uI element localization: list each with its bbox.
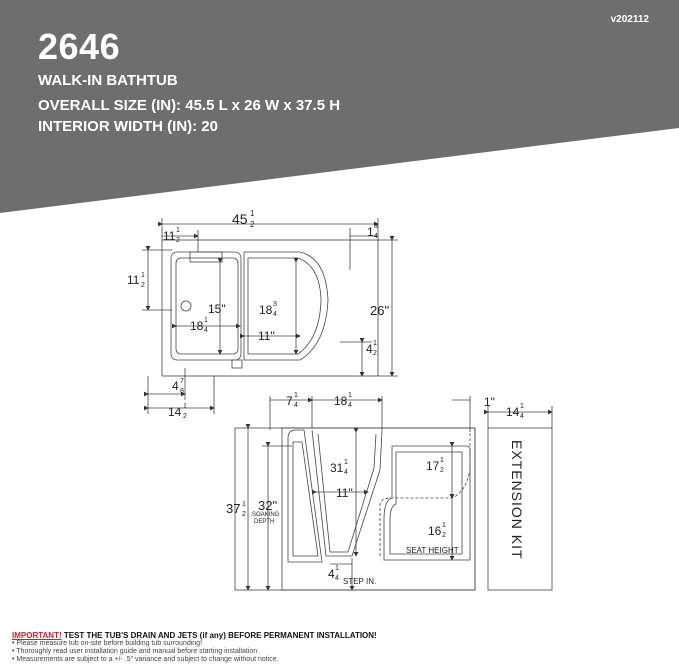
note-2: • Thoroughly read user installation guide and manual before starting installation. bbox=[12, 648, 260, 655]
svg-text:18: 18 bbox=[259, 303, 273, 317]
dim-inner-31 bbox=[330, 459, 348, 476]
note-1: • Please measure tub on-site before building tub surrounding! bbox=[12, 640, 203, 647]
svg-text:4: 4 bbox=[204, 327, 208, 334]
svg-text:4: 4 bbox=[344, 469, 348, 476]
svg-text:7: 7 bbox=[286, 394, 293, 408]
svg-text:1: 1 bbox=[373, 340, 377, 347]
dim-bottom-b bbox=[168, 403, 187, 420]
svg-text:31: 31 bbox=[330, 461, 344, 475]
svg-text:4: 4 bbox=[348, 402, 352, 409]
dim-bottom-a bbox=[172, 378, 184, 395]
svg-text:4: 4 bbox=[273, 311, 277, 318]
dim-extension-width bbox=[506, 403, 524, 420]
dim-side-height bbox=[127, 272, 145, 289]
svg-text:1: 1 bbox=[294, 392, 298, 399]
dim-overall-width: 26" bbox=[370, 303, 390, 318]
warning-text: TEST THE TUB'S DRAIN AND JETS (if any) BEFORE PERMANENT INSTALLATION! bbox=[61, 631, 377, 640]
svg-text:11: 11 bbox=[163, 229, 176, 243]
seat-height-label: SEAT HEIGHT bbox=[406, 546, 459, 555]
svg-text:1: 1 bbox=[204, 317, 208, 324]
svg-text:1: 1 bbox=[442, 522, 446, 529]
svg-text:18: 18 bbox=[190, 319, 204, 333]
svg-text:2: 2 bbox=[440, 467, 444, 474]
dim-step-in bbox=[328, 565, 339, 582]
dim-interior-18b bbox=[190, 317, 208, 334]
soaking-label: SOAKING bbox=[252, 512, 280, 518]
svg-text:2: 2 bbox=[250, 220, 255, 229]
svg-text:2: 2 bbox=[176, 237, 180, 244]
svg-text:2: 2 bbox=[183, 413, 187, 420]
dim-inner-17 bbox=[426, 457, 444, 474]
svg-text:4: 4 bbox=[294, 402, 298, 409]
top-view-interior bbox=[171, 252, 328, 368]
svg-text:7: 7 bbox=[180, 378, 184, 385]
step-in-label: STEP IN. bbox=[343, 577, 377, 586]
svg-text:11: 11 bbox=[127, 273, 140, 287]
dim-right-offset bbox=[367, 223, 378, 240]
svg-text:2: 2 bbox=[242, 511, 246, 518]
footer-notes bbox=[12, 632, 672, 664]
svg-text:1: 1 bbox=[367, 225, 374, 239]
dim-top-7 bbox=[286, 392, 298, 409]
product-name: WALK-IN BATHTUB bbox=[38, 72, 178, 89]
svg-text:1: 1 bbox=[242, 501, 246, 508]
svg-text:4: 4 bbox=[374, 233, 378, 240]
dim-inner-11: 11" bbox=[336, 486, 353, 500]
svg-text:37: 37 bbox=[226, 501, 241, 516]
svg-text:17: 17 bbox=[426, 459, 440, 473]
svg-text:1: 1 bbox=[440, 457, 444, 464]
svg-text:1: 1 bbox=[250, 209, 255, 218]
warning-line bbox=[12, 632, 672, 640]
svg-text:18: 18 bbox=[334, 394, 348, 408]
svg-text:1: 1 bbox=[348, 392, 352, 399]
dim-interior-11: 11" bbox=[258, 329, 275, 343]
svg-text:4: 4 bbox=[520, 413, 524, 420]
svg-text:3: 3 bbox=[273, 301, 277, 308]
svg-text:1: 1 bbox=[176, 227, 180, 234]
svg-text:16: 16 bbox=[428, 524, 442, 538]
svg-text:2: 2 bbox=[141, 282, 145, 289]
svg-text:8: 8 bbox=[180, 388, 184, 395]
svg-text:4: 4 bbox=[335, 575, 339, 582]
dim-overall-length bbox=[232, 209, 255, 229]
dim-interior-15: 15" bbox=[208, 302, 226, 316]
dim-soaking-depth: 32" bbox=[258, 498, 278, 513]
dim-right-lower bbox=[366, 340, 377, 357]
extension-kit-label: EXTENSION KIT bbox=[509, 440, 525, 560]
svg-text:1: 1 bbox=[183, 403, 187, 410]
svg-text:1: 1 bbox=[335, 565, 339, 572]
overall-size: OVERALL SIZE (IN): 45.5 L x 26 W x 37.5 H bbox=[38, 97, 341, 114]
important-label: IMPORTANT! bbox=[12, 631, 62, 640]
svg-text:45: 45 bbox=[232, 211, 248, 227]
svg-text:2: 2 bbox=[442, 532, 446, 539]
svg-text:14: 14 bbox=[168, 405, 182, 419]
svg-text:4: 4 bbox=[366, 342, 373, 356]
svg-text:1: 1 bbox=[520, 403, 524, 410]
dim-left-offset bbox=[163, 227, 180, 244]
model-number: 2646 bbox=[38, 26, 121, 67]
dim-overall-height bbox=[226, 501, 246, 518]
dim-top-1: 1" bbox=[484, 395, 495, 409]
note-3: • Measurements are subject to a +/- .5" variance and subject to change without notice. bbox=[12, 656, 279, 663]
depth-label: DEPTH bbox=[254, 519, 275, 525]
dim-interior-18a bbox=[259, 301, 277, 318]
svg-text:2: 2 bbox=[373, 350, 377, 357]
svg-text:3: 3 bbox=[374, 223, 378, 230]
svg-text:14: 14 bbox=[506, 405, 520, 419]
svg-text:1: 1 bbox=[141, 272, 145, 279]
svg-text:1: 1 bbox=[344, 459, 348, 466]
version-label: v202112 bbox=[610, 14, 649, 25]
svg-text:4: 4 bbox=[328, 567, 335, 581]
dim-inner-16 bbox=[428, 522, 446, 539]
svg-text:4: 4 bbox=[172, 379, 179, 393]
interior-width: INTERIOR WIDTH (IN): 20 bbox=[38, 118, 218, 135]
dim-top-18 bbox=[334, 392, 352, 409]
